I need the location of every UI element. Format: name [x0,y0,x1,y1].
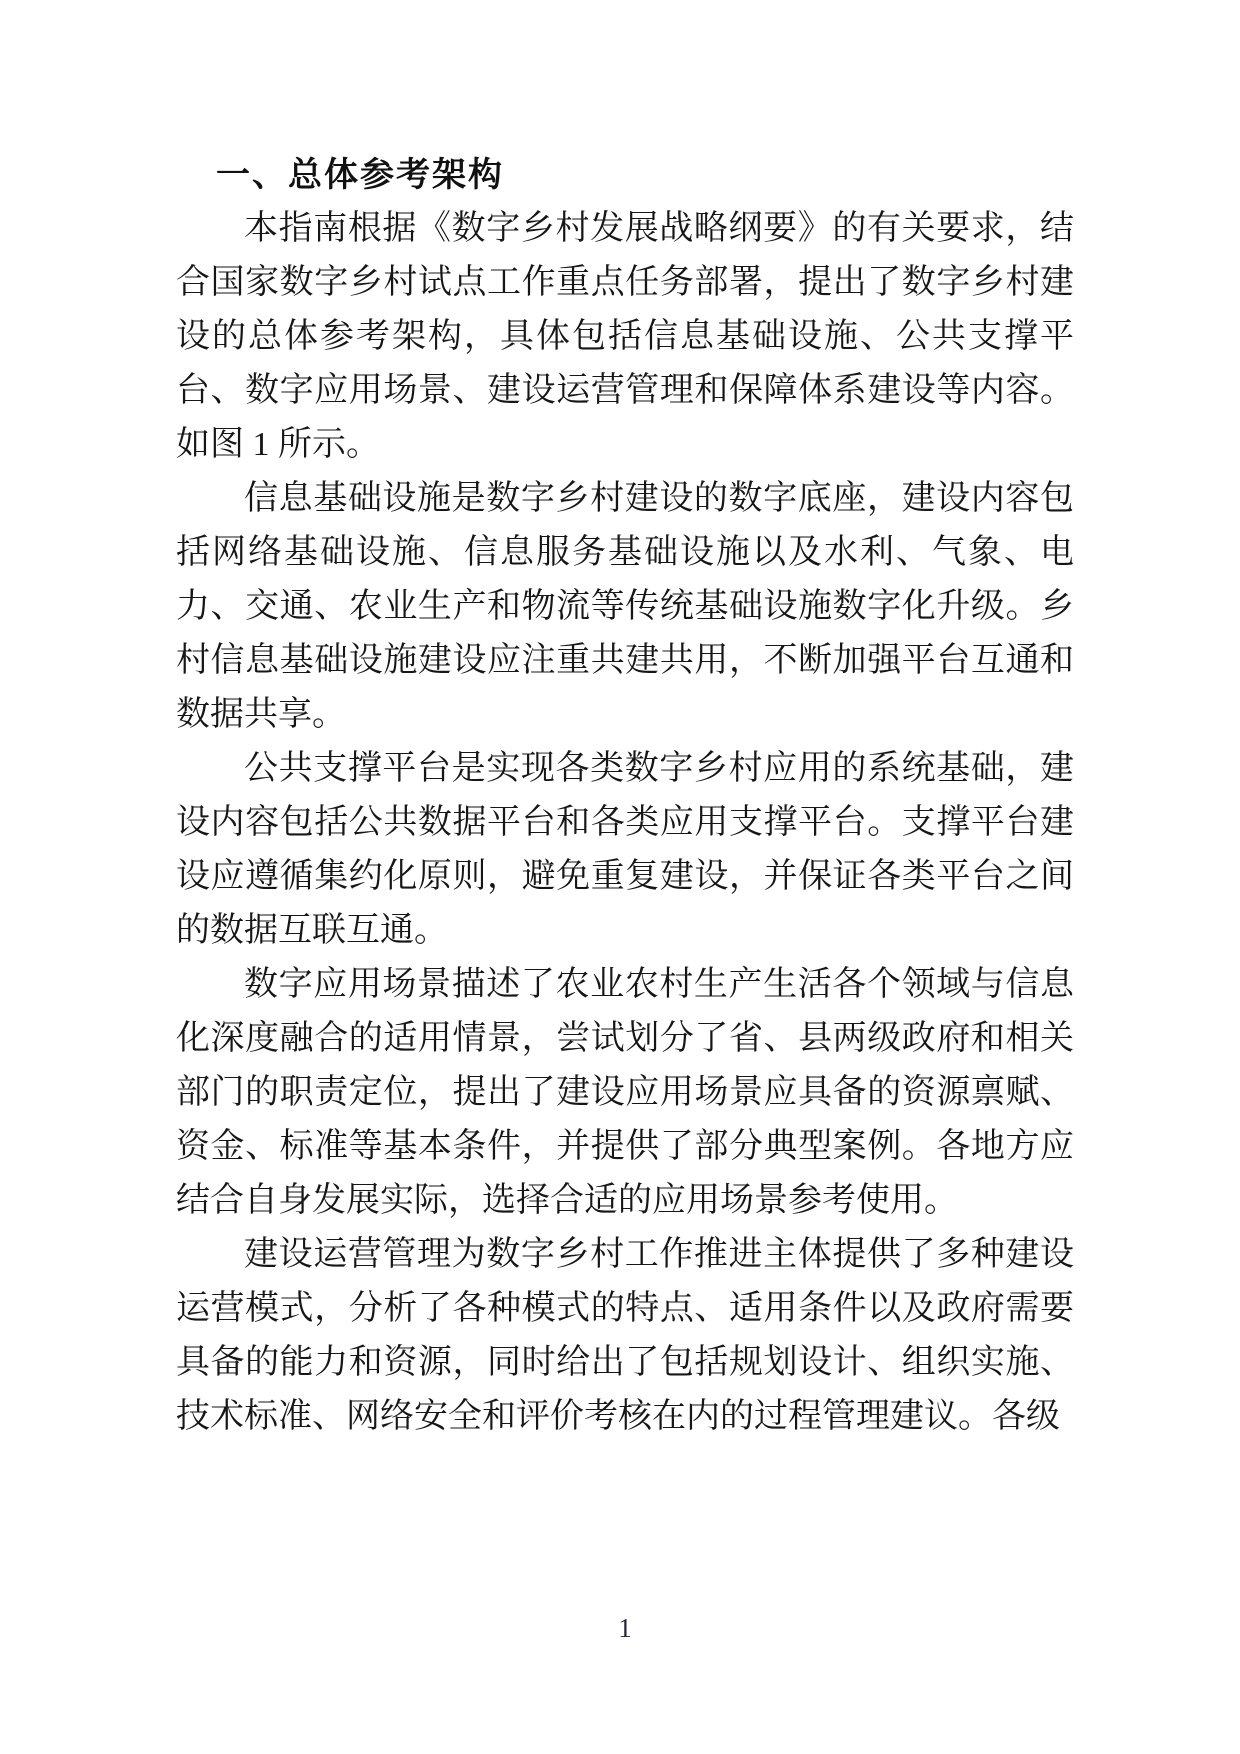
paragraph-digital-scenarios: 数字应用场景描述了农业农村生产生活各个领域与信息化深度融合的适用情景，尝试划分了省、县两级政府和相关部门的职责定位，提出了建设应用场景应具备的资源禀赋、资金、标准等基本条件，并提供了部分典型案例。各地方应结合自身发展实际，选择合适的应用场景参考使用。 [176,966,1074,1219]
page-number: 1 [618,1613,632,1643]
section-heading: 一、总体参考架构 [216,156,504,194]
paragraph-public-platform: 公共支撑平台是实现各类数字乡村应用的系统基础，建设内容包括公共数据平台和各类应用支撑平台。支撑平台建设应遵循集约化原则，避免重复建设，并保证各类平台之间的数据互联互通。 [176,750,1074,949]
paragraph-construction-operation: 建设运营管理为数字乡村工作推进主体提供了多种建设运营模式，分析了各种模式的特点、适用条件以及政府需要具备的能力和资源，同时给出了包括规划设计、组织实施、技术标准、网络安全和评价考核在内的过程管理建议。各级 [176,1236,1074,1435]
paragraph-overview: 本指南根据《数字乡村发展战略纲要》的有关要求，结合国家数字乡村试点工作重点任务部署，提出了数字乡村建设的总体参考架构，具体包括信息基础设施、公共支撑平台、数字应用场景、建设运营管理和保障体系建设等内容。如图 1 所示。 [176,210,1074,463]
text-block [176,148,1074,1444]
paragraph-info-infrastructure: 信息基础设施是数字乡村建设的数字底座，建设内容包括网络基础设施、信息服务基础设施以及水利、气象、电力、交通、农业生产和物流等传统基础设施数字化升级。乡村信息基础设施建设应注重共建共用，不断加强平台互通和数据共享。 [176,480,1074,733]
